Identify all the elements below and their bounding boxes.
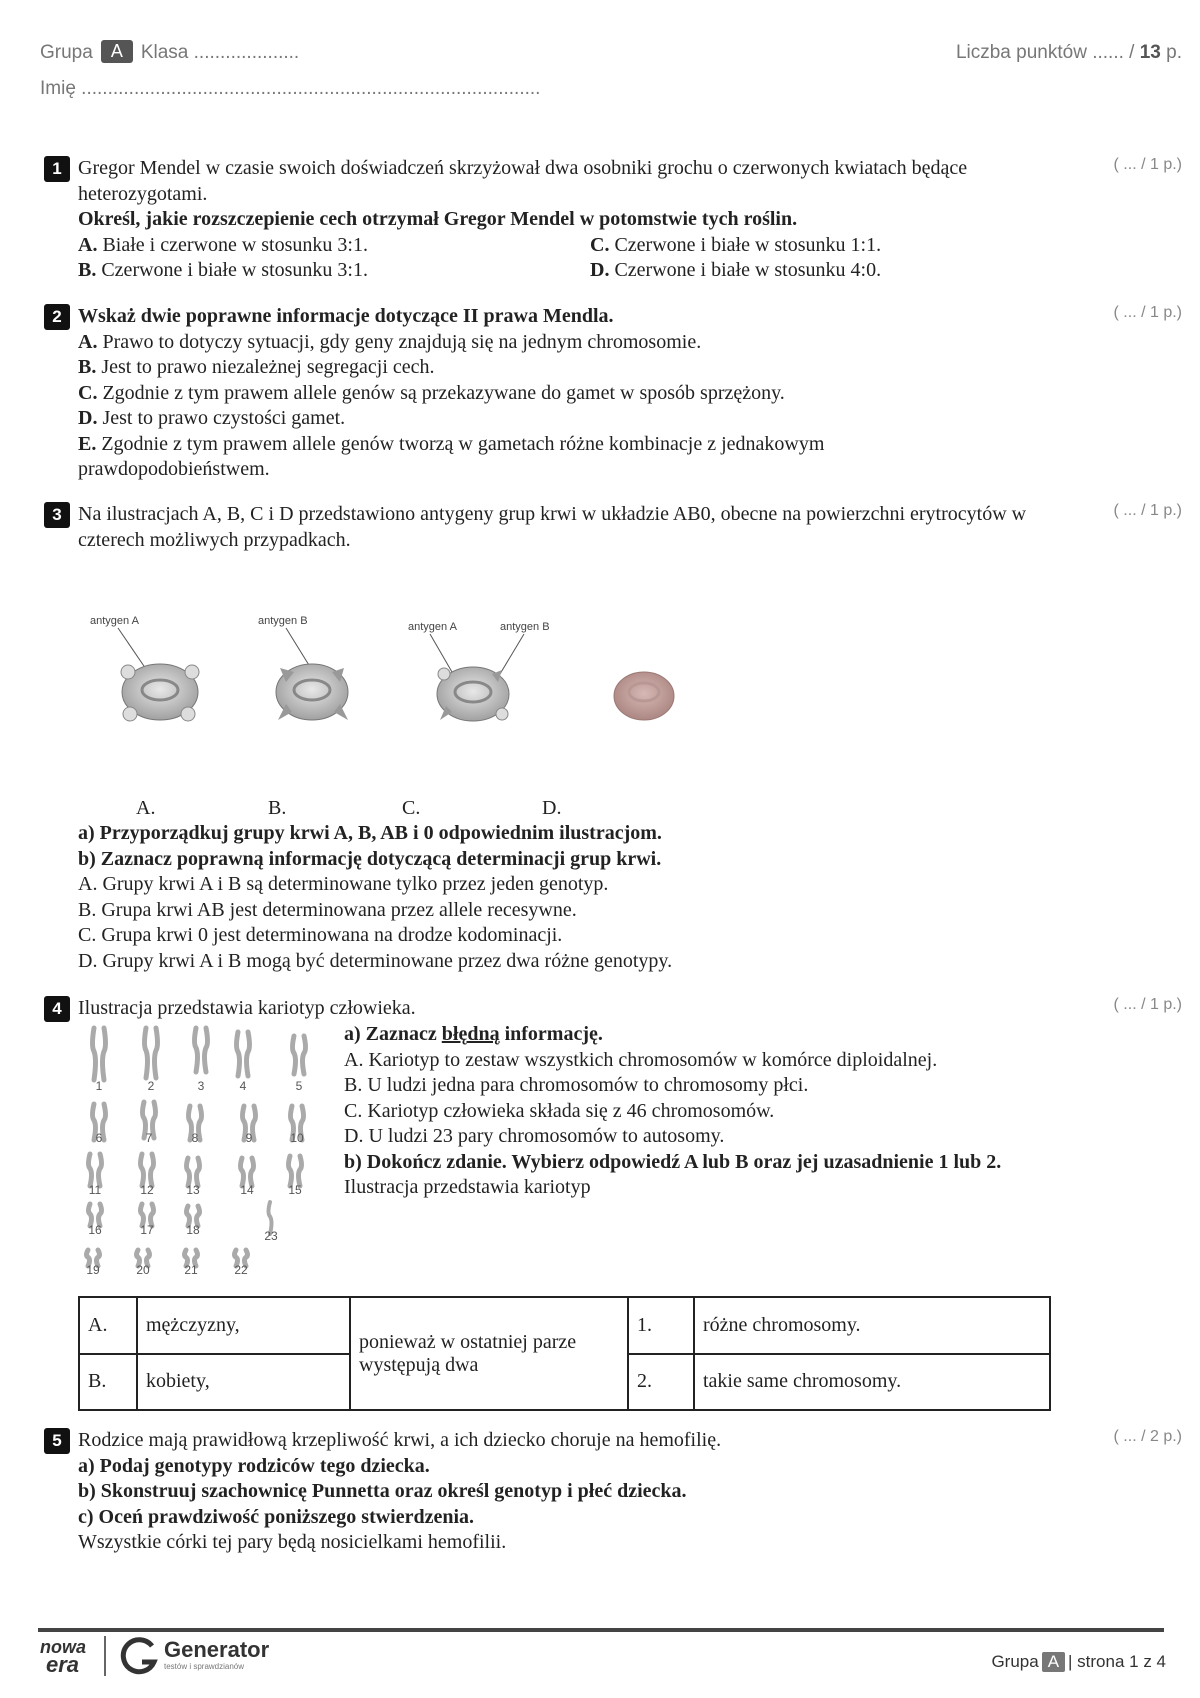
footer-group-badge: A	[1042, 1652, 1065, 1672]
figure-letter-c: C.	[402, 797, 421, 819]
footer-logo-divider	[104, 1636, 106, 1676]
chromosome-9-2	[253, 1106, 256, 1140]
footer-divider	[38, 1628, 1164, 1632]
q1-option-b[interactable]: B. Czerwone i białe w stosunku 3:1.	[78, 259, 368, 281]
q5-task-a: a) Podaj genotypy rodziców tego dziecka.	[78, 1454, 430, 1477]
chromosome-3-2	[205, 1028, 208, 1072]
chromosome-14-2	[251, 1158, 254, 1186]
chromosome-12-2	[151, 1154, 154, 1186]
question-points-2: ( ... / 1 p.)	[1113, 304, 1182, 321]
cell-d	[614, 672, 674, 720]
q4-task-a-emphasis: błędną	[441, 1023, 500, 1045]
label-antigen-a-1: antygen A	[90, 615, 139, 627]
chromosome-2-1	[145, 1028, 148, 1078]
question-number-4: 4	[44, 996, 70, 1022]
chromosome-number-2: 2	[147, 1079, 155, 1093]
chromosome-number-22: 22	[234, 1263, 248, 1277]
chromosome-number-14: 14	[240, 1183, 254, 1197]
chromosome-13-2	[197, 1158, 200, 1186]
chromosome-7-2	[153, 1102, 156, 1138]
blood-antigen-figure	[80, 610, 730, 740]
table-2-number[interactable]: 2.	[628, 1354, 694, 1411]
q4-sentence: Ilustracja przedstawia kariotyp	[344, 1176, 591, 1198]
chromosome-14-1	[241, 1158, 244, 1186]
generator-logo-icon	[120, 1636, 160, 1676]
q1-option-c[interactable]: C. Czerwone i białe w stosunku 1:1.	[590, 233, 882, 256]
points-label: Liczba punktów ...... /	[955, 42, 1135, 63]
header-group-line	[40, 40, 299, 64]
chromosome-number-3: 3	[197, 1079, 205, 1093]
figure-letter-d: D.	[542, 797, 562, 819]
chromosome-number-1: 1	[95, 1079, 103, 1093]
chromosome-12-1	[141, 1154, 144, 1186]
chromosome-4-2	[247, 1032, 250, 1076]
q3-option-c[interactable]: C. Grupa krwi 0 jest determinowana na drodze kodominacji.	[78, 924, 563, 946]
table-a-text[interactable]: mężczyzny,	[137, 1297, 350, 1354]
question-number-3: 3	[44, 502, 70, 528]
points-unit: p.	[1166, 42, 1182, 63]
chromosome-11-2	[99, 1154, 102, 1186]
label-antigen-b-1: antygen B	[258, 615, 308, 627]
q5-task-c: c) Oceń prawdziwość poniższego stwierdzenia.	[78, 1505, 475, 1528]
logo-nowa: nowa	[40, 1637, 87, 1657]
q1-task: Określ, jakie rozszczepienie cech otrzymał Gregor Mendel w potomstwie tych roślin.	[78, 208, 798, 230]
chromosome-number-18: 18	[186, 1223, 200, 1237]
chromosome-number-23: 23	[264, 1229, 278, 1243]
q3-option-a[interactable]: A. Grupy krwi A i B są determinowane tylko przez jeden genotyp.	[78, 873, 609, 895]
group-label: Grupa	[40, 42, 93, 63]
figure-letter-a: A.	[136, 797, 156, 819]
question-number-2: 2	[44, 304, 70, 330]
chromosome-5-1	[293, 1036, 296, 1074]
q3-option-b[interactable]: B. Grupa krwi AB jest determinowana przez allele recesywne.	[78, 898, 577, 921]
chromosome-8-2	[199, 1106, 202, 1140]
group-badge: A	[101, 40, 133, 63]
chromosome-number-20: 20	[136, 1263, 150, 1277]
q3-option-d[interactable]: D. Grupy krwi A i B mogą być determinowane przez dwa różne genotypy.	[78, 949, 673, 972]
figure-letter-b: B.	[268, 797, 287, 819]
q3-figure-letters	[78, 796, 1098, 821]
table-b-text[interactable]: kobiety,	[137, 1354, 350, 1411]
question-points-4: ( ... / 1 p.)	[1113, 996, 1182, 1013]
cell-c	[408, 621, 550, 721]
chromosome-1-2	[103, 1028, 106, 1080]
chromosome-number-9: 9	[245, 1131, 253, 1145]
chromosome-number-10: 10	[290, 1131, 304, 1145]
question-3-tasks	[78, 796, 1098, 974]
table-b-letter[interactable]: B.	[79, 1354, 137, 1411]
question-points-1: ( ... / 1 p.)	[1113, 156, 1182, 173]
nowa-era-logo	[40, 1638, 110, 1678]
chromosome-number-13: 13	[186, 1183, 200, 1197]
q1-options	[78, 233, 1098, 284]
chromosome-15-1	[289, 1156, 292, 1186]
points-summary	[956, 42, 1182, 64]
q2-option-d[interactable]: D. Jest to prawo czystości gamet.	[78, 407, 346, 429]
q4-option-c[interactable]: C. Kariotyp człowieka składa się z 46 chromosomów.	[344, 1099, 775, 1122]
name-field: Imię .......................................................................................	[40, 78, 541, 99]
points-total: 13	[1139, 42, 1161, 63]
chromosome-4-1	[237, 1032, 240, 1076]
karyotype-figure	[80, 1022, 340, 1294]
question-number-1: 1	[44, 156, 70, 182]
table-1-text[interactable]: różne chromosomy.	[694, 1297, 1050, 1354]
footer-group-label: Grupa	[991, 1652, 1039, 1671]
label-antigen-a-2: antygen A	[408, 621, 457, 633]
q1-option-a[interactable]: A. Białe i czerwone w stosunku 3:1.	[78, 233, 368, 256]
chromosome-number-4: 4	[239, 1079, 247, 1093]
question-number-5: 5	[44, 1428, 70, 1454]
chromosome-13-1	[187, 1158, 190, 1186]
chromosome-1-1	[93, 1028, 96, 1080]
footer-page-info	[991, 1652, 1166, 1672]
q3-task-b: b) Zaznacz poprawną informację dotyczącą determinacji grup krwi.	[78, 847, 662, 870]
chromosome-number-17: 17	[140, 1223, 154, 1237]
question-points-5: ( ... / 2 p.)	[1113, 1428, 1182, 1445]
table-middle: ponieważ w ostatniej parze występują dwa	[350, 1297, 628, 1410]
q1-option-d[interactable]: D. Czerwone i białe w stosunku 4:0.	[590, 259, 882, 281]
chromosome-3-1	[195, 1028, 198, 1072]
chromosome-number-11: 11	[88, 1183, 102, 1197]
generator-title: Generator	[164, 1637, 270, 1662]
table-1-number[interactable]: 1.	[628, 1297, 694, 1354]
table-2-text[interactable]: takie same chromosomy.	[694, 1354, 1050, 1411]
question-5	[78, 1428, 1098, 1556]
chromosome-number-21: 21	[184, 1263, 198, 1277]
chromosome-2-2	[155, 1028, 158, 1078]
table-a-letter[interactable]: A.	[79, 1297, 137, 1354]
chromosome-number-19: 19	[86, 1263, 100, 1277]
q5-task-b: b) Skonstruuj szachownicę Punnetta oraz określ genotyp i płeć dziecka.	[78, 1480, 687, 1502]
q5-statement: Wszystkie córki tej pary będą nosicielkami hemofilii.	[78, 1531, 507, 1553]
q4-intro: Ilustracja przedstawia kariotyp człowieka.	[78, 997, 416, 1019]
q5-intro: Rodzice mają prawidłową krzepliwość krwi, a ich dziecko choruje na hemofilię.	[78, 1429, 722, 1451]
chromosome-number-8: 8	[191, 1131, 199, 1145]
q4-option-b[interactable]: B. U ludzi jedna para chromosomów to chromosomy płci.	[344, 1074, 809, 1096]
q4-task-b: b) Dokończ zdanie. Wybierz odpowiedź A lub B oraz jej uzasadnienie 1 lub 2.	[344, 1150, 1002, 1173]
q2-option-b[interactable]: B. Jest to prawo niezależnej segregacji cech.	[78, 356, 435, 378]
q1-intro: Gregor Mendel w czasie swoich doświadczeń skrzyżował dwa osobniki grochu o czerwonych kwiatach będące heterozygotami.	[78, 157, 968, 205]
q4-answer-table	[78, 1296, 1051, 1411]
chromosome-6-2	[103, 1104, 106, 1140]
q3-intro: Na ilustracjach A, B, C i D przedstawiono antygeny grup krwi w układzie AB0, obecne na powierzchni erytrocytów w czterech możliwych przypadkach.	[78, 503, 1027, 551]
question-points-3: ( ... / 1 p.)	[1113, 502, 1182, 519]
class-field: Klasa ....................	[140, 42, 300, 63]
q4-option-a[interactable]: A. Kariotyp to zestaw wszystkich chromosomów w komórce diploidalnej.	[344, 1048, 938, 1071]
label-antigen-b-2: antygen B	[500, 621, 550, 633]
q2-option-e[interactable]: E. Zgodnie z tym prawem allele genów tworzą w gametach różne kombinacje z jednakowym prawdopodobieństwem.	[78, 432, 825, 480]
question-2	[78, 304, 1098, 483]
chromosome-11-1	[89, 1154, 92, 1186]
q3-task-a: a) Przyporządkuj grupy krwi A, B, AB i 0 odpowiednim ilustracjom.	[78, 822, 662, 844]
cell-b	[258, 615, 348, 720]
chromosome-number-6: 6	[95, 1131, 103, 1145]
logo-era: era	[46, 1652, 80, 1677]
question-3	[78, 502, 1098, 553]
question-4-tasks	[344, 1022, 1084, 1201]
chromosome-15-2	[299, 1156, 302, 1186]
q4-task-a: a) Zaznacz błędną informację.	[344, 1023, 603, 1045]
chromosome-number-12: 12	[140, 1183, 154, 1197]
footer-page-number: | strona 1 z 4	[1068, 1652, 1166, 1671]
cell-a	[90, 615, 199, 721]
q2-task: Wskaż dwie poprawne informacje dotyczące II prawa Mendla.	[78, 305, 614, 327]
chromosome-number-16: 16	[88, 1223, 102, 1237]
q2-option-a[interactable]: A. Prawo to dotyczy sytuacji, gdy geny znajdują się na jednym chromosomie.	[78, 330, 702, 353]
q4-option-d[interactable]: D. U ludzi 23 pary chromosomów to autosomy.	[344, 1125, 725, 1147]
chromosome-number-15: 15	[288, 1183, 302, 1197]
chromosome-5-2	[303, 1036, 306, 1074]
q2-option-c[interactable]: C. Zgodnie z tym prawem allele genów są przekazywane do gamet w sposób sprzężony.	[78, 381, 785, 404]
chromosome-number-5: 5	[295, 1079, 303, 1093]
chromosome-number-7: 7	[145, 1131, 153, 1145]
generator-subtitle: testów i sprawdzianów	[164, 1662, 245, 1671]
generator-logo-text	[164, 1638, 269, 1671]
question-1	[78, 156, 1098, 284]
